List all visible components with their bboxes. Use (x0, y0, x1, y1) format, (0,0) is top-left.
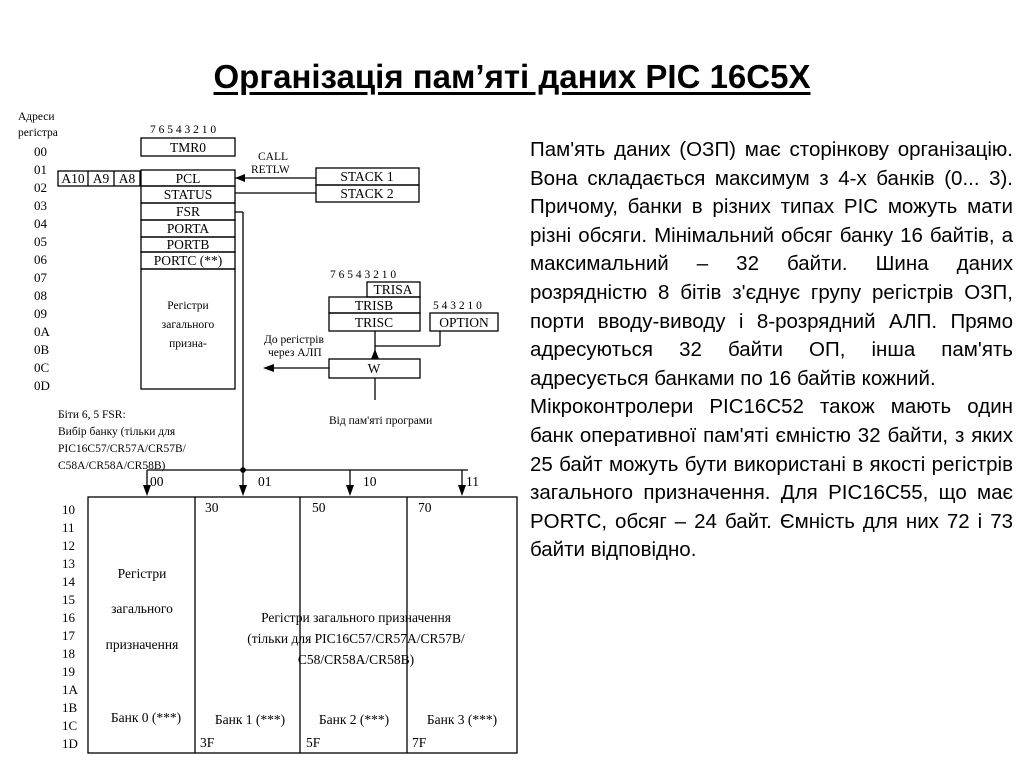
bank-select-code: 01 (258, 474, 272, 489)
bank3-start-address: 70 (418, 500, 432, 515)
addr-header-line1: Адреси (18, 111, 55, 123)
bank-address-label: 11 (62, 520, 75, 535)
bank0-gp-label-line2: загального (111, 601, 173, 616)
option-label: OPTION (439, 315, 489, 330)
register-status: STATUS (163, 187, 213, 202)
address-label: 00 (34, 144, 47, 159)
fsr-note-line1: Біти 6, 5 FSR: (58, 409, 126, 421)
addr-header-line2: регістра (18, 127, 58, 139)
trisb-label: TRISB (354, 298, 394, 313)
trisc-label: TRISC (354, 315, 394, 330)
fsr-note-line4: C58A/CR58A/CR58B) (58, 460, 166, 472)
bank-address-label: 12 (62, 538, 75, 553)
alu-label-line2: через АЛП (268, 347, 322, 359)
description-text (530, 136, 1013, 565)
register-portc: PORTC (**) (153, 253, 223, 268)
call-label: CALL (258, 151, 289, 163)
stack2-label: STACK 2 (340, 186, 394, 201)
register-fsr: FSR (175, 204, 201, 219)
address-label: 01 (34, 162, 47, 177)
retlw-label: RETLW (251, 164, 290, 176)
register-tmr0: TMR0 (169, 140, 207, 155)
w-register-label: W (367, 361, 381, 376)
address-label: 08 (34, 288, 47, 303)
bank2-start-address: 50 (312, 500, 326, 515)
gp-block-label-line1: Регістри (167, 300, 209, 312)
banks-gp-label-line1: Регістри загального призначення (261, 610, 451, 625)
address-label: 0B (34, 342, 50, 357)
bank-address-label: 10 (62, 502, 75, 517)
bank-address-label: 19 (62, 664, 75, 679)
bank-address-label: 1B (62, 700, 78, 715)
program-memory-label: Від пам'яті програми (329, 415, 433, 427)
bank-select-code: 10 (363, 474, 377, 489)
bank-select-code: 00 (150, 474, 164, 489)
bank1-end-address: 3F (200, 735, 215, 750)
bank2-name: Банк 2 (***) (318, 712, 390, 727)
register-portb: PORTB (166, 237, 210, 252)
stack1-label: STACK 1 (340, 169, 394, 184)
address-label: 0D (34, 378, 50, 393)
address-label: 04 (34, 216, 47, 231)
fsr-note-line2: Вибір банку (тільки для (58, 426, 176, 438)
pc-bit-a8: A8 (118, 171, 136, 186)
bank3-end-address: 7F (412, 735, 427, 750)
bank3-name: Банк 3 (***) (426, 712, 498, 727)
bank-address-label: 1C (62, 718, 78, 733)
bank0-gp-label-line1: Регістри (117, 566, 167, 581)
register-pcl: PCL (175, 171, 201, 186)
address-label: 03 (34, 198, 47, 213)
address-label: 0A (34, 324, 50, 339)
banks-gp-label-line3: C58/CR58A/CR58B) (297, 652, 415, 667)
address-label: 0C (34, 360, 50, 375)
pc-bit-a9: A9 (92, 171, 110, 186)
bank1-start-address: 30 (205, 500, 219, 515)
banks-gp-label-line2: (тільки для PIC16C57/CR57A/CR57B/ (247, 631, 465, 646)
bank-address-label: 1A (62, 682, 78, 697)
bank0-gp-label-line3: призначення (105, 637, 179, 652)
address-label: 09 (34, 306, 47, 321)
bit-numbers-6-option: 5 4 3 2 1 0 (433, 300, 482, 312)
address-label: 06 (34, 252, 47, 267)
address-label: 07 (34, 270, 47, 285)
description-paragraph-1: Пам'ять даних (ОЗП) має сторінкову організацію. Вона складається максимум з 4-х банків (0... 3). Причому, банки в різних типах PIC можуть мати різні обсяги. Мінімальний обсяг банку 16 байтів, а максимальний – 32 байти. Шина даних розрядністю 8 бітів з'єднує групу регістрів ОЗП, порти вводу-виводу і 8-розрядний АЛП. Прямо адресуються 32 байти ОП, інша пам'ять адресується банками по 16 байтів кожний. (530, 138, 1013, 390)
bank0-name: Банк 0 (***) (110, 710, 182, 725)
bit-numbers-8-tris: 7 6 5 4 3 2 1 0 (330, 269, 397, 281)
bank1-name: Банк 1 (***) (214, 712, 286, 727)
bank-address-label: 15 (62, 592, 75, 607)
description-paragraph-2: Мікроконтролери PIC16C52 також мають один банк оперативної пам'яті ємністю 32 байти, з яких 25 байт можуть бути використані в якості регістрів загального призначення. Для PIC16C55, що має PORTC, обсяг – 24 байт. Ємність для них 72 і 73 байти відповідно. (530, 395, 1013, 562)
pc-bit-a10: A10 (61, 171, 85, 186)
trisa-label: TRISA (373, 282, 413, 297)
alu-label-line1: До регістрів (264, 334, 324, 346)
bank-address-label: 13 (62, 556, 75, 571)
bank-address-label: 18 (62, 646, 75, 661)
bank-address-label: 1D (62, 736, 78, 751)
gp-block-label-line3: призна- (169, 338, 207, 350)
bit-numbers-8: 7 6 5 4 3 2 1 0 (150, 124, 217, 136)
address-label: 02 (34, 180, 47, 195)
gp-block-label-line2: загального (161, 319, 215, 331)
bank2-end-address: 5F (306, 735, 321, 750)
bank-address-label: 17 (62, 628, 75, 643)
fsr-note-line3: PIC16C57/CR57A/CR57B/ (58, 443, 186, 455)
bank-address-label: 14 (62, 574, 75, 589)
register-porta: PORTA (166, 221, 210, 236)
bank-address-label: 16 (62, 610, 75, 625)
slide-title: Організація пам’яті даних PIC 16C5X (213, 58, 811, 95)
bank-select-code: 11 (466, 474, 479, 489)
address-label: 05 (34, 234, 47, 249)
